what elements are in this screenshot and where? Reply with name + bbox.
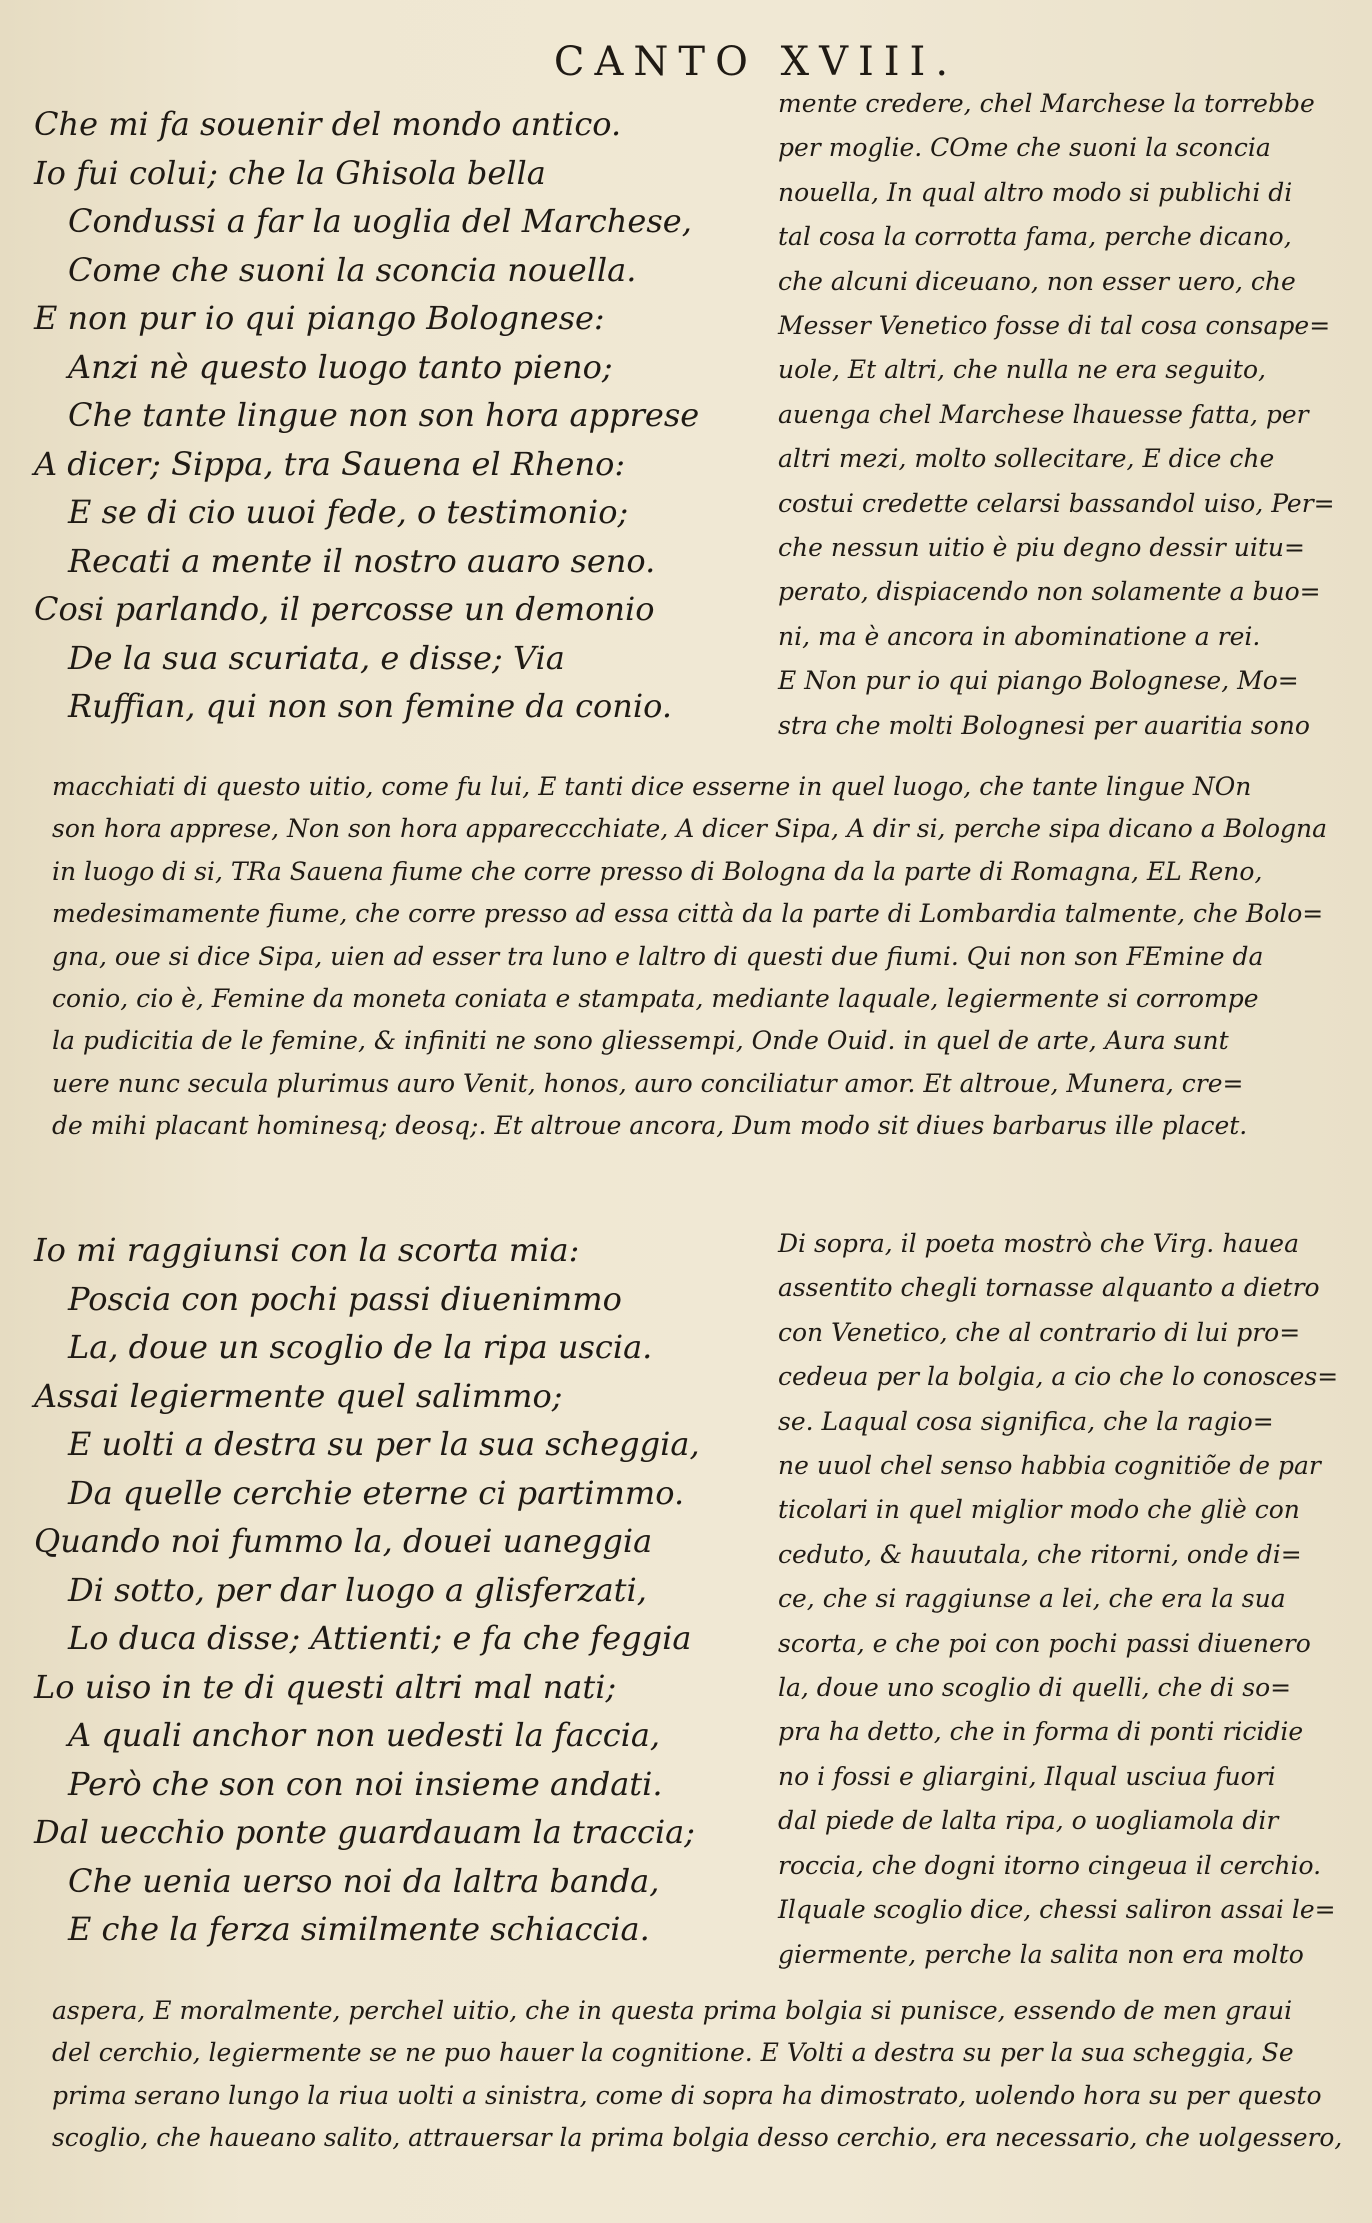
poem-block-2 — [34, 1226, 700, 1954]
commentary-line: conio, cio è, Femine da moneta coniata e stampata, mediante laquale, legiermente si corrompe — [52, 984, 1259, 1014]
commentary-line: ticolari in quel miglior modo che gliè con — [778, 1495, 1300, 1525]
commentary-line: del cerchio, legiermente se ne puo hauer la cognitione. E Volti a destra su per la sua scheggia, Se — [52, 2038, 1294, 2068]
commentary-line: stra che molti Bolognesi per auaritia sono — [778, 710, 1310, 740]
commentary-full-width-1 — [52, 766, 1342, 1148]
commentary-line: assentito chegli tornasse alquanto a dietro — [778, 1273, 1320, 1303]
commentary-line: scorta, e che poi con pochi passi diuenero — [778, 1628, 1311, 1658]
commentary-line: la pudicitia de le femine, & infiniti ne sono gliessempi, Onde Ouid. in quel de arte, Aura sunt — [52, 1026, 1229, 1056]
commentary-line: aspera, E moralmente, perchel uitio, che in questa prima bolgia si punisce, essendo de men graui — [52, 1996, 1293, 2025]
commentary-line: per moglie. COme che suoni la sconcia — [778, 133, 1271, 163]
commentary-line: son hora apprese, Non son hora appareccchiate, A dicer Sipa, A dir si, perche sipa dicano a Bologna — [52, 814, 1328, 844]
commentary-line: tal cosa la corrotta fama, perche dicano, — [778, 222, 1292, 252]
verse-line: E se di cio uuoi fede, o testimonio; — [68, 493, 629, 531]
verse-line: Condussi a far la uoglia del Marchese, — [68, 202, 692, 240]
verse-line: Che uenia uerso noi da laltra banda, — [68, 1861, 660, 1900]
verse-line: Però che son con noi insieme andati. — [68, 1764, 663, 1803]
commentary-line: ni, ma è ancora in abominatione a rei. — [778, 621, 1261, 651]
commentary-line: ceduto, & hauutala, che ritorni, onde di= — [778, 1539, 1302, 1569]
commentary-line: scoglio, che haueano salito, attrauersar la prima bolgia desso cerchio, era necessario, che uolgessero, — [52, 2123, 1343, 2153]
commentary-line: gna, oue si dice Sipa, uien ad esser tra luno e laltro di questi due fiumi. Qui non son FEmine da — [52, 941, 1264, 971]
verse-line: Io mi raggiunsi con la scorta mia: — [34, 1231, 580, 1269]
verse-line: De la sua scuriata, e disse; Via — [68, 638, 565, 677]
commentary-line: prima serano lungo la riua uolti a sinistra, come di sopra ha dimostrato, uolendo hora su per questo — [52, 2080, 1322, 2110]
commentary-column-1 — [778, 82, 1338, 748]
commentary-line: de mihi placant hominesq; deosq;. Et altroue ancora, Dum modo sit diues barbarus ille placet. — [52, 1111, 1248, 1141]
commentary-line: medesimamente fiume, che corre presso ad essa città da la parte di Lombardia talmente, che Bolo= — [52, 899, 1324, 929]
commentary-line: cedeua per la bolgia, a cio che lo conosces= — [778, 1362, 1339, 1392]
commentary-line: E Non pur io qui piango Bolognese, Mo= — [778, 666, 1299, 696]
verse-line: Recati a mente il nostro auaro seno. — [68, 541, 656, 580]
canto-title: CANTO XVIII. — [553, 39, 959, 85]
commentary-line: giermente, perche la salita non era molto — [778, 1939, 1304, 1969]
poem-block-1 — [34, 100, 699, 731]
commentary-line: nouella, In qual altro modo si publichi di — [778, 177, 1293, 207]
commentary-line: se. Laqual cosa significa, che la ragio= — [778, 1406, 1274, 1436]
verse-line: E non pur io qui piango Bolognese: — [34, 299, 605, 337]
commentary-line: costui credette celarsi bassandol uiso, Per= — [778, 488, 1335, 518]
verse-line: E uolti a destra su per la sua scheggia, — [68, 1425, 700, 1463]
verse-line: A dicer; Sippa, tra Sauena el Rheno: — [34, 444, 626, 483]
verse-line: A quali anchor non uedesti la faccia, — [68, 1716, 661, 1754]
verse-line: Di sotto, per dar luogo a glisferzati, — [68, 1570, 647, 1609]
verse-line: Anzi nè questo luogo tanto pieno; — [68, 347, 613, 386]
commentary-line: Messer Venetico fosse di tal cosa consape= — [778, 311, 1331, 341]
verse-line: Io fui colui; che la Ghisola bella — [34, 153, 546, 192]
commentary-column-2 — [778, 1222, 1338, 1977]
commentary-line: dal piede de lalta ripa, o uogliamola dir — [778, 1806, 1279, 1836]
commentary-line: macchiati di questo uitio, come fu lui, E tanti dice esserne in quel luogo, che tante lingue NOn — [52, 772, 1252, 801]
commentary-line: ce, che si raggiunse a lei, che era la sua — [778, 1584, 1286, 1614]
commentary-line: perato, dispiacendo non solamente a buo= — [778, 577, 1321, 607]
verse-line: Da quelle cerchie eterne ci partimmo. — [68, 1473, 685, 1512]
verse-line: La, doue un scoglio de la ripa uscia. — [68, 1328, 653, 1366]
verse-line: Poscia con pochi passi diuenimmo — [68, 1279, 622, 1318]
verse-line: Cosi parlando, il percosse un demonio — [34, 590, 655, 628]
verse-line: Dal uecchio ponte guardauam la traccia; — [34, 1813, 696, 1851]
commentary-line: la, doue uno scoglio di quelli, che di so= — [778, 1673, 1292, 1703]
commentary-line: con Venetico, che al contrario di lui pro= — [778, 1317, 1301, 1347]
commentary-line: no i fossi e gliargini, Ilqual usciua fuori — [778, 1761, 1276, 1791]
verse-line: Che tante lingue non son hora apprese — [68, 396, 700, 434]
commentary-full-width-2 — [52, 1990, 1342, 2160]
verse-line: Come che suoni la sconcia nouella. — [68, 250, 637, 289]
verse-line: E che la ferza similmente schiaccia. — [68, 1910, 650, 1948]
commentary-line: Ilquale scoglio dice, chessi saliron assai le= — [778, 1895, 1336, 1925]
commentary-line: uole, Et altri, che nulla ne era seguito, — [778, 355, 1266, 385]
commentary-line: in luogo di si, TRa Sauena fiume che corre presso di Bologna da la parte di Romagna, EL Reno, — [52, 856, 1263, 886]
verse-line: Ruffian, qui non son femine da conio. — [68, 687, 672, 725]
commentary-line: ne uuol chel senso habbia cognitiõe de par — [778, 1451, 1321, 1481]
commentary-line: che nessun uitio è piu degno dessir uitu= — [778, 533, 1305, 563]
page-header — [0, 38, 1372, 86]
commentary-line: roccia, che dogni itorno cingeua il cerchio. — [778, 1850, 1322, 1880]
verse-line: Lo uiso in te di questi altri mal nati; — [34, 1667, 617, 1706]
commentary-line: uere nunc secula plurimus auro Venit, honos, auro conciliatur amor. Et altroue, Munera, cre= — [52, 1068, 1244, 1098]
commentary-line: pra ha detto, che in forma di ponti ricidie — [778, 1717, 1304, 1747]
verse-line: Che mi fa souenir del mondo antico. — [34, 105, 622, 143]
verse-line: Lo duca disse; Attienti; e fa che feggia — [68, 1619, 692, 1657]
commentary-line: mente credere, chel Marchese la torrebbe — [778, 89, 1315, 118]
verse-line: Assai legiermente quel salimmo; — [34, 1376, 563, 1415]
verse-line: Quando noi fummo la, douei uaneggia — [34, 1522, 653, 1560]
commentary-line: che alcuni diceuano, non esser uero, che — [778, 266, 1296, 296]
commentary-line: auenga chel Marchese lhauesse fatta, per — [778, 399, 1309, 429]
commentary-line: altri mezi, molto sollecitare, E dice che — [778, 444, 1275, 474]
commentary-line: Di sopra, il poeta mostrò che Virg. hauea — [778, 1229, 1299, 1258]
